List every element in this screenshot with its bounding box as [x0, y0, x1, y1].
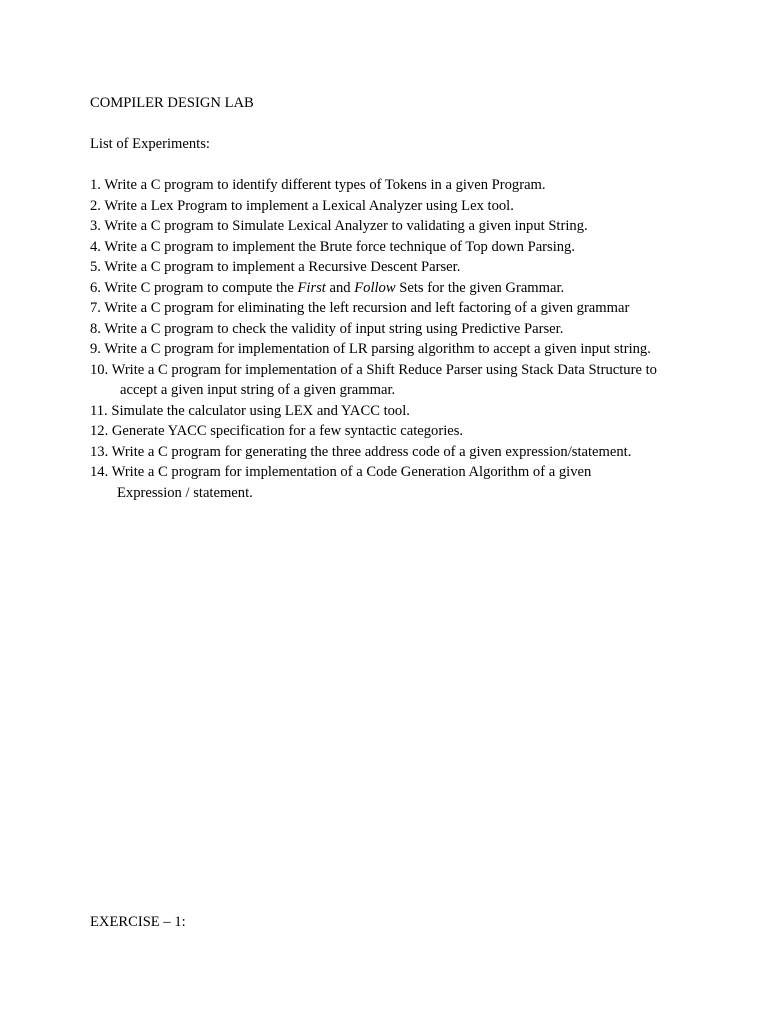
experiment-text-suffix: Sets for the given Grammar.: [395, 279, 565, 296]
experiment-item-5: [90, 257, 690, 278]
experiment-item-6: [90, 278, 690, 299]
experiment-text: 8. Write a C program to check the validity of input string using Predictive Parser.: [90, 320, 564, 337]
experiment-text: 2. Write a Lex Program to implement a Lexical Analyzer using Lex tool.: [90, 197, 514, 214]
experiments-list: [90, 175, 690, 503]
experiment-item-4: [90, 237, 690, 258]
experiment-text: 14. Write a C program for implementation of a Code Generation Algorithm of a given: [90, 464, 592, 480]
experiment-item-2: [90, 196, 690, 217]
experiments-list-heading: List of Experiments:: [90, 136, 210, 152]
experiment-text: 4. Write a C program to implement the Brute force technique of Top down Parsing.: [90, 238, 576, 255]
experiment-text: 5. Write a C program to implement a Recursive Descent Parser.: [90, 259, 461, 275]
experiment-item-13: [90, 442, 690, 463]
experiment-text: 12. Generate YACC specification for a few syntactic categories.: [90, 423, 464, 439]
experiment-item-14: [90, 462, 690, 503]
experiment-text-prefix: 6. Write C program to compute the: [90, 279, 298, 296]
experiment-continuation: accept a given input string of a given grammar.: [120, 382, 396, 398]
experiment-item-3: [90, 216, 690, 237]
experiment-item-10: [90, 360, 690, 401]
document-title: COMPILER DESIGN LAB: [90, 95, 254, 111]
experiment-continuation: Expression / statement.: [117, 484, 253, 501]
experiment-item-8: [90, 319, 690, 340]
experiment-text: 1. Write a C program to identify different types of Tokens in a given Program.: [90, 177, 546, 193]
exercise-heading: EXERCISE – 1:: [90, 914, 186, 930]
follow-set-term: Follow: [354, 279, 396, 296]
experiment-item-12: [90, 421, 690, 442]
experiment-item-7: [90, 298, 690, 319]
experiment-text-mid: and: [325, 279, 355, 296]
experiment-text: 13. Write a C program for generating the three address code of a given expression/statement.: [90, 443, 632, 460]
experiment-text: 10. Write a C program for implementation of a Shift Reduce Parser using Stack Data Structure to: [90, 361, 657, 378]
first-set-term: First: [297, 279, 326, 296]
experiment-text: 9. Write a C program for implementation of LR parsing algorithm to accept a given input string.: [90, 341, 651, 357]
experiment-item-11: [90, 401, 690, 422]
experiment-item-9: [90, 339, 690, 360]
experiment-item-1: [90, 175, 690, 196]
experiment-text: 11. Simulate the calculator using LEX and YACC tool.: [90, 402, 410, 419]
experiment-text: 7. Write a C program for eliminating the left recursion and left factoring of a given grammar: [90, 300, 630, 316]
experiment-text: 3. Write a C program to Simulate Lexical Analyzer to validating a given input String.: [90, 218, 588, 234]
